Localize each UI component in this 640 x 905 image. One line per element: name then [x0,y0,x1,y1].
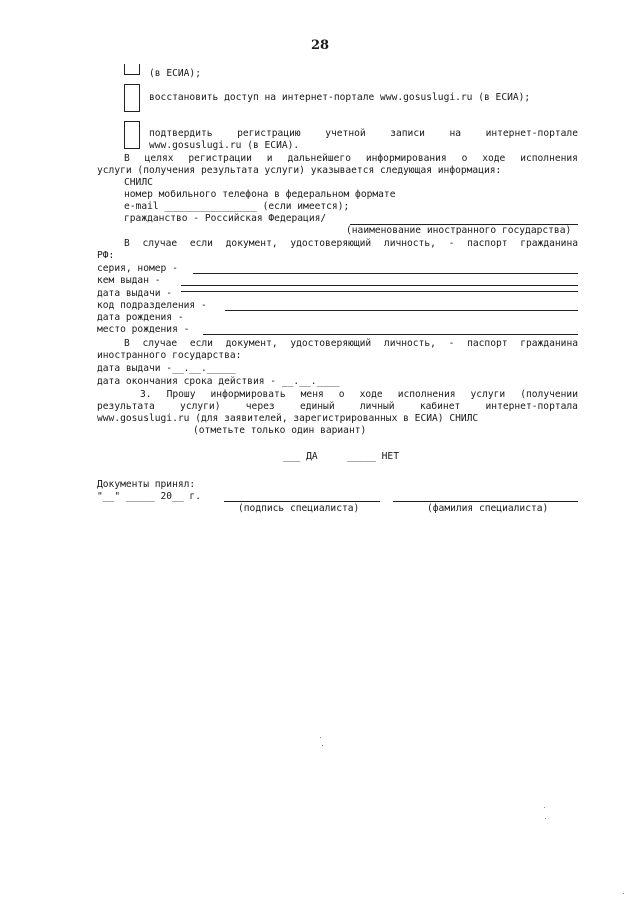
signature-caption: (подпись специалиста) [238,503,360,514]
purpose-line-1: В целях регистрации и дальнейшего информирования о ходе исполнения [124,153,578,164]
request-line-3: www.gosuslugi.ru (для заявителей, зарегистрированных в ЕСИА) СНИЛС [97,413,479,424]
checkbox-restore-access[interactable] [124,84,140,112]
word: подтвердить [149,128,213,139]
word: учетной [325,128,366,139]
division-code-label: код подразделения - [97,300,207,311]
foreign-passport-intro-2: иностранного государства: [97,350,242,361]
rf-passport-intro-2: РФ: [97,250,115,261]
scan-speck [320,737,321,738]
division-code-field[interactable] [225,310,578,311]
birth-place-field[interactable] [203,334,578,335]
mobile-label: номер мобильного телефона в федеральном формате [124,189,396,200]
series-field[interactable] [193,273,578,274]
checkbox-esia[interactable] [124,64,140,75]
purpose-line-2: услуги (получения результата услуги) указывается следующая информация: [97,165,502,176]
confirm-registration-text-2: www.gosuslugi.ru (в ЕСИА). [149,140,300,151]
issued-by-label: кем выдан - [97,275,161,286]
series-label: серия, номер - [97,263,178,274]
foreign-passport-intro: В случае если документ, удостоверяющий личность, - паспорт гражданина [124,338,578,349]
email-label: e-mail ________________ (если имеется); [124,201,350,212]
issued-by-field[interactable] [181,285,578,286]
choice-no[interactable]: _____ НЕТ [347,451,399,462]
word: интернет-портале [485,128,578,139]
checkbox-confirm-registration[interactable] [124,121,140,149]
page-number: 28 [310,38,330,53]
acceptance-date: "__" _____ 20__ г. [97,491,201,502]
scan-speck [544,807,545,808]
birth-place-label: место рождения - [97,324,190,335]
surname-field[interactable] [393,501,578,502]
signature-field[interactable] [224,501,380,502]
word: на [449,128,461,139]
rf-passport-intro: В случае если документ, удостоверяющий личность, - паспорт гражданина [124,238,578,249]
foreign-issue-date: дата выдачи -__.__._____ [97,363,236,374]
request-line-1: 3. Прошу информировать меня о ходе исполнения услуги (получении [140,389,578,400]
received-label: Документы принял: [97,479,196,490]
confirm-registration-text [149,128,578,140]
rf-issue-date-label: дата выдачи - [97,288,173,299]
citizenship-label: гражданство - Российская Федерация/ [124,213,327,224]
scan-speck [322,745,323,746]
issued-by-field-2[interactable] [181,291,578,292]
scan-speck [623,893,624,894]
scan-speck [545,818,546,819]
restore-access-text: восстановить доступ на интернет-портале www.gosuslugi.ru (в ЕСИА); [149,92,531,103]
foreign-state-caption: (наименование иностранного государства) [346,225,572,236]
snils-label: СНИЛС [124,177,153,188]
surname-caption: (фамилия специалиста) [427,503,549,514]
request-line-4: (отметьте только один вариант) [193,425,367,436]
birth-date-label: дата рождения - [97,312,184,323]
word: регистрацию [237,128,301,139]
choice-yes[interactable]: ___ ДА [283,451,318,462]
request-line-2: результата услуги) через единый личный кабинет интернет-портала [97,401,578,412]
esia-option-text: (в ЕСИА); [149,68,201,79]
word: записи [390,128,425,139]
expiry-date: дата окончания срока действия - __.__.____ [97,376,340,387]
